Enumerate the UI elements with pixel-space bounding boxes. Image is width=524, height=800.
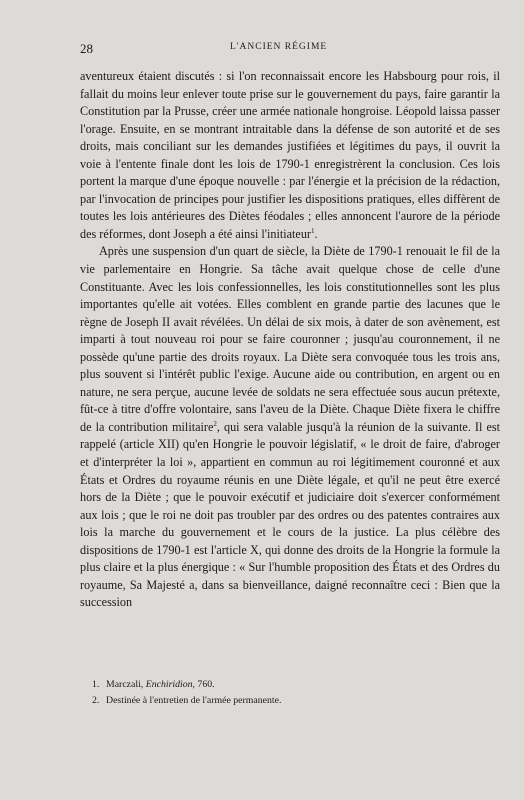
footnote-1-text-b: , 760. — [192, 679, 215, 690]
running-title: L'ANCIEN RÉGIME — [230, 42, 328, 52]
paragraph-1-text: aventureux étaient discutés : si l'on reconnaissait encore les Habsbourg pour rois, il fallait du moins leur enlever toute prise sur le gouvernement du pays, faire garantir la Constitution par la Prusse, créer une armée nationale hongroise. Léopold laissa passer l'orage. Ensuite, en se montrant intraitable dans la défense de son autorité et de ses droits, mais conciliant sur les demandes justifiées et légitimes du pays, il ouvrit la voie à l'entente finale dont les lois de 1790-1 enregistrèrent la conclusion. Ces lois portent la marque d'une époque nouvelle : par l'énergie et la précision de la rédaction, par l'invocation de principes pour justifier les dispositions pratiques, elles diffèrent de toutes les lois antérieures des Diètes féodales ; elles annoncent l'aurore de la période des réformes, dont Joseph a été ainsi l'initiateur — [80, 69, 500, 241]
paragraph-1 — [80, 68, 500, 243]
footnote-1-text-a: Marczali, — [106, 679, 146, 690]
paragraph-2 — [80, 243, 500, 611]
footnote-1 — [80, 677, 500, 693]
body-text — [80, 68, 500, 612]
footnote-1-number: 1. — [92, 679, 100, 690]
footnotes — [80, 677, 500, 709]
page-header — [80, 41, 500, 57]
footnote-ref-2: 2 — [213, 419, 217, 428]
footnote-2-text: Destinée à l'entretien de l'armée permanente. — [106, 695, 282, 706]
page-number: 28 — [80, 41, 93, 56]
paragraph-2-text-b: , qui sera valable jusqu'à la réunion de la suivante. Il est rappelé (article XII) qu'en Hongrie le pouvoir législatif, « le droit de faire, d'abroger et d'interpréter la loi », appartient en commun au roi légitimement couronné et aux États et Ordres du royaume réunis en une Diète légale, et qu'il ne peut être exercé hors de la Diète ; que le pouvoir exécutif et judiciaire doit s'exercer conformément aux lois ; que le roi ne doit pas troubler par des ordres ou des patentes contraires aux lois la marche du gouvernement et le cours de la justice. La plus célèbre des dispositions de 1790-1 est l'article X, qui donne des droits de la Hongrie la formule la plus claire et la plus énergique : « Sur l'humble proposition des États et des Ordres du royaume, Sa Majesté a, dans sa bienveillance, daigné reconnaître ceci : Bien que la succession — [80, 419, 500, 610]
paragraph-2-text-a: Après une suspension d'un quart de siècle, la Diète de 1790-1 renouait le fil de la vie parlementaire en Hongrie. Sa tâche avait quelque chose de celle d'une Constituante. Avec les lois confessionnelles, les lois constitutionnelles sont les plus importantes qu'elle ait votées. Elles comblent en grande partie des lacunes que le règne de Joseph II avait révélées. Un délai de six mois, à dater de son avènement, est imparti à tout nouveau roi pour se faire couronner ; jusqu'au couronnement, il ne possède qu'une partie des droits royaux. La Diète sera convoquée tous les trois ans, plus souvent si l'intérêt public l'exige. Aucune aide ou contribution, en argent ou en nature, ne sera perçue, aucune levée de soldats ne sera effectuée sous aucun prétexte, fût-ce à titre d'offre volontaire, sans l'aveu de la Diète. Chaque Diète fixera le chiffre de la contribution militaire — [80, 244, 500, 434]
paragraph-1-end: . — [314, 226, 318, 241]
footnote-2 — [80, 693, 500, 709]
footnote-ref-1: 1 — [311, 226, 315, 235]
footnote-2-number: 2. — [92, 695, 100, 706]
footnote-1-title: Enchiridion — [145, 679, 193, 690]
